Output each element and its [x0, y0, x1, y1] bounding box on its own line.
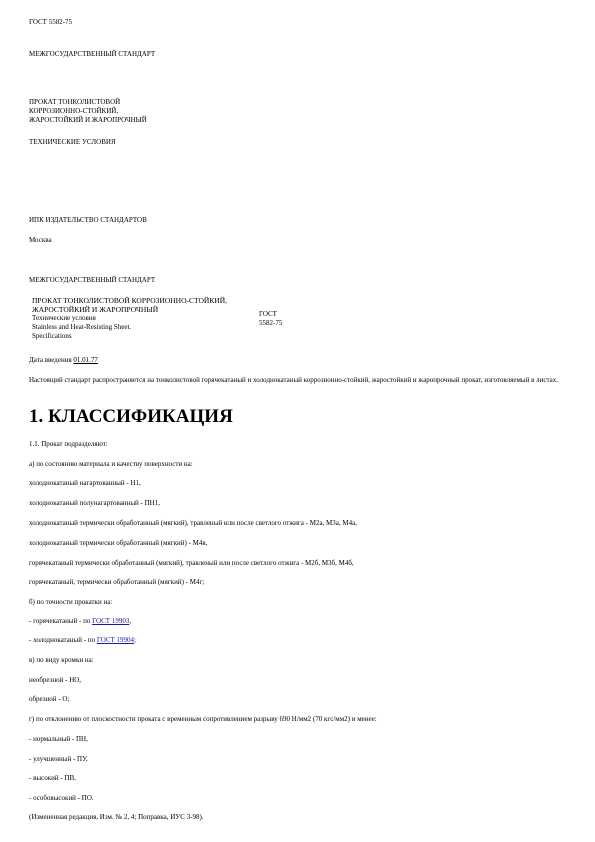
list-item: г) по отклонению от плоскостности проката с временным сопротивлением разрыву 690 Н/мм2 (70 кгс/мм2) и менее: [29, 715, 377, 723]
document-subtitle: ТЕХНИЧЕСКИЕ УСЛОВИЯ [29, 138, 116, 146]
clause-1-1: 1.1. Прокат подразделяют: [29, 440, 108, 448]
gost-19903-link[interactable]: ГОСТ 19903 [92, 617, 130, 625]
standard-type-2: МЕЖГОСУДАРСТВЕННЫЙ СТАНДАРТ [29, 276, 156, 284]
intro-date-value: 01.01.77 [73, 356, 98, 364]
list-item: обрезной - О; [29, 695, 70, 703]
list-item: - особовысокий - ПО. [29, 794, 94, 802]
title-line: ЖАРОСТОЙКИЙ И ЖАРОПРОЧНЫЙ [29, 116, 147, 124]
gost-19904-link[interactable]: ГОСТ 19904 [96, 636, 135, 644]
title-line: КОРРОЗИОННО-СТОЙКИЙ, [29, 107, 119, 115]
standard-type: МЕЖГОСУДАРСТВЕННЫЙ СТАНДАРТ [29, 50, 156, 58]
list-item: холоднокатаный термически обработанный (мягкий), травленый или после светлого отжига - М2а, М3а, М4а, [29, 519, 357, 527]
item-text: - холоднокатаный - по [29, 636, 97, 644]
list-item: - улучшенный - ПУ, [29, 755, 88, 763]
list-item: б) по точности прокатки на: [29, 598, 113, 606]
subtitle-en: Specifications [32, 332, 72, 340]
title-line: ПРОКАТ ТОНКОЛИСТОВОЙ [29, 98, 121, 106]
amendment-note: (Измененная редакция, Изм. № 2, 4; Поправка, ИУС 3-98). [29, 813, 204, 821]
code-label: ГОСТ [259, 310, 277, 318]
intro-date-label: Дата введения [29, 356, 74, 364]
subtitle-ru: Технические условия [32, 314, 96, 322]
code-number: 5582-75 [259, 319, 283, 327]
item-text: ; [134, 636, 136, 644]
title-block-right [259, 310, 282, 328]
document-code: ГОСТ 5582-75 [29, 18, 73, 26]
list-item: необрезной - НО, [29, 676, 82, 684]
item-text: , [129, 617, 132, 625]
item-text: - горячекатаный - по [29, 617, 93, 625]
list-item: - высокий - ПВ, [29, 774, 76, 782]
title-block-left [32, 296, 262, 341]
list-item: горячекатаный, термически обработанный (мягкий) - М4г; [29, 578, 205, 586]
list-item [29, 636, 136, 645]
title-en: Stainless and Heat-Resisting Sheet. [32, 323, 132, 331]
list-item: а) по состоянию материала и качеству поверхности на: [29, 460, 193, 468]
list-item: холоднокатаный нагартованный - Н1, [29, 479, 141, 487]
title-line: ЖАРОСТОЙКИЙ И ЖАРОПРОЧНЫЙ [32, 305, 159, 314]
title-block [29, 296, 429, 344]
section-heading: 1. КЛАССИФИКАЦИЯ [29, 406, 233, 427]
list-item: холоднокатаный термически обработанный (мягкий) - М4в, [29, 539, 208, 547]
list-item: холоднокатаный полунагартованный - ПН1, [29, 499, 160, 507]
scope-paragraph: Настоящий стандарт распространяется на тонколистовой горячекатаный и холоднокатаный коррозионно-стойкий, жаростойкий и жаропрочный прокат, изготовляемый в листах. [29, 376, 558, 384]
city: Москва [29, 236, 52, 244]
list-item: горячекатаный термически обработанный (мягкий), травленый или после светлого отжига - М2б, М3б, М4б, [29, 559, 354, 567]
intro-date [29, 356, 98, 365]
list-item [29, 617, 131, 626]
title-line: ПРОКАТ ТОНКОЛИСТОВОЙ КОРРОЗИОННО-СТОЙКИЙ, [32, 296, 228, 305]
list-item: в) по виду кромки на: [29, 656, 94, 664]
document-title [29, 98, 147, 125]
list-item: - нормальный - ПН, [29, 735, 88, 743]
publisher: ИПК ИЗДАТЕЛЬСТВО СТАНДАРТОВ [29, 216, 147, 224]
